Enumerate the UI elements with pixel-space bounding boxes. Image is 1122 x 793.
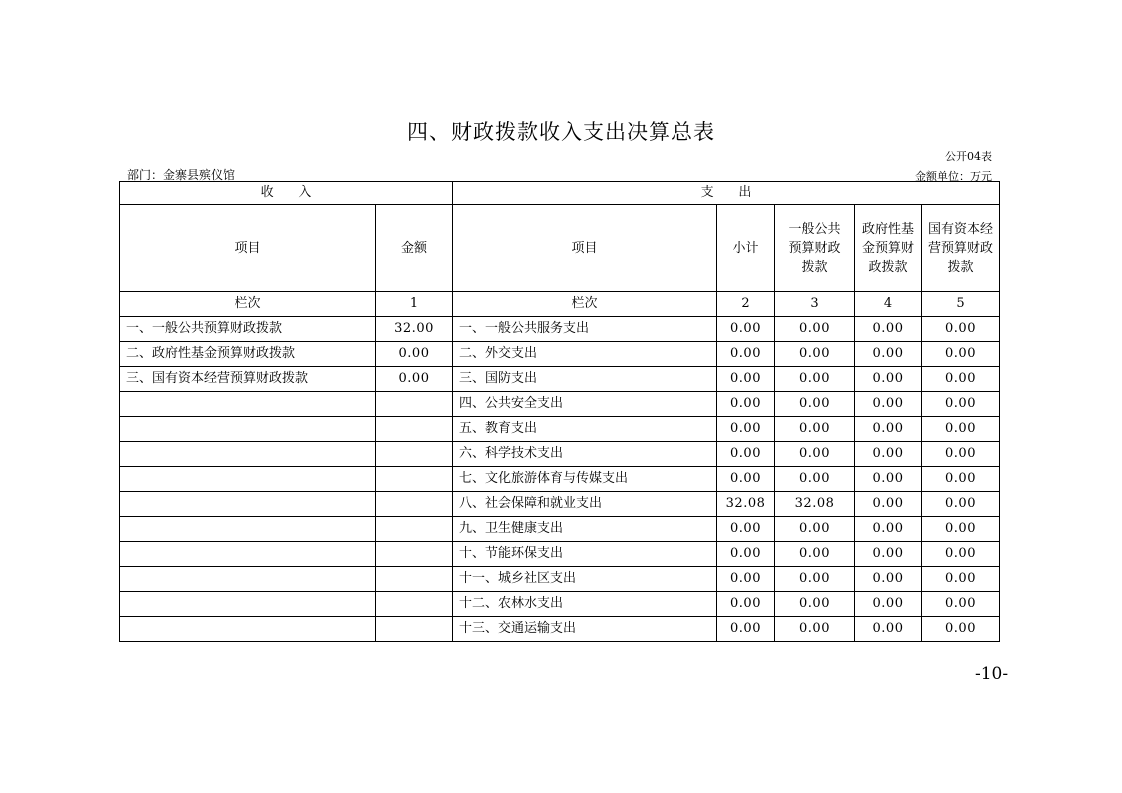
income-amount-cell — [376, 417, 453, 442]
state-capital-cell: 0.00 — [922, 392, 1000, 417]
col-general-budget — [775, 205, 855, 292]
column-number-row — [120, 292, 1000, 317]
unit-label: 金额单位：万元 — [915, 170, 992, 183]
general-budget-cell: 0.00 — [775, 367, 855, 392]
income-amount-cell — [376, 592, 453, 617]
fund-budget-cell: 0.00 — [855, 442, 922, 467]
expense-item-cell: 十、节能环保支出 — [453, 542, 717, 567]
general-budget-cell: 0.00 — [775, 467, 855, 492]
expense-item-cell: 九、卫生健康支出 — [453, 517, 717, 542]
income-amount-cell — [376, 517, 453, 542]
row-label-income: 栏次 — [120, 292, 376, 317]
table-row — [120, 392, 1000, 417]
general-budget-cell: 0.00 — [775, 342, 855, 367]
income-amount-cell: 0.00 — [376, 367, 453, 392]
col-subtotal: 小计 — [717, 205, 775, 292]
row-label-expense: 栏次 — [453, 292, 717, 317]
subtotal-cell: 0.00 — [717, 342, 775, 367]
department-label: 部门：金寨县殡仪馆 — [127, 168, 236, 182]
income-item-cell — [120, 617, 376, 642]
general-budget-cell: 32.08 — [775, 492, 855, 517]
subtotal-cell: 0.00 — [717, 592, 775, 617]
state-capital-cell: 0.00 — [922, 567, 1000, 592]
general-budget-cell: 0.00 — [775, 592, 855, 617]
table-row — [120, 492, 1000, 517]
income-amount-cell — [376, 467, 453, 492]
fund-budget-cell: 0.00 — [855, 492, 922, 517]
subtotal-cell: 0.00 — [717, 517, 775, 542]
income-item-cell — [120, 567, 376, 592]
col-fund-budget — [855, 205, 922, 292]
subtotal-cell: 0.00 — [717, 317, 775, 342]
general-budget-cell: 0.00 — [775, 617, 855, 642]
state-capital-cell: 0.00 — [922, 617, 1000, 642]
col-income-item: 项目 — [120, 205, 376, 292]
fund-budget-cell: 0.00 — [855, 542, 922, 567]
table-row — [120, 617, 1000, 642]
state-capital-cell: 0.00 — [922, 542, 1000, 567]
fund-budget-cell: 0.00 — [855, 317, 922, 342]
expense-item-cell: 二、外交支出 — [453, 342, 717, 367]
state-capital-cell: 0.00 — [922, 592, 1000, 617]
income-item-cell: 二、政府性基金预算财政拨款 — [120, 342, 376, 367]
col-fund-budget-label: 政府性基金预算财政拨款 — [862, 221, 915, 275]
income-item-cell — [120, 442, 376, 467]
income-amount-cell: 0.00 — [376, 342, 453, 367]
budget-summary-table — [119, 181, 1000, 642]
state-capital-cell: 0.00 — [922, 417, 1000, 442]
expense-item-cell: 八、社会保障和就业支出 — [453, 492, 717, 517]
income-item-cell — [120, 492, 376, 517]
col-state-capital-label: 国有资本经营预算财政拨款 — [928, 221, 994, 275]
state-capital-cell: 0.00 — [922, 517, 1000, 542]
subtotal-cell: 0.00 — [717, 467, 775, 492]
col-amount: 金额 — [376, 205, 453, 292]
table-row — [120, 517, 1000, 542]
general-budget-cell: 0.00 — [775, 442, 855, 467]
income-amount-cell: 32.00 — [376, 317, 453, 342]
table-row — [120, 542, 1000, 567]
income-item-cell: 一、一般公共预算财政拨款 — [120, 317, 376, 342]
table-row — [120, 367, 1000, 392]
general-budget-cell: 0.00 — [775, 417, 855, 442]
col-number-1: 1 — [376, 292, 453, 317]
col-expense-item: 项目 — [453, 205, 717, 292]
income-item-cell — [120, 417, 376, 442]
subtotal-cell: 0.00 — [717, 567, 775, 592]
fund-budget-cell: 0.00 — [855, 417, 922, 442]
form-number: 公开04表 — [945, 150, 992, 163]
expense-section-header: 支 出 — [453, 182, 1000, 205]
state-capital-cell: 0.00 — [922, 467, 1000, 492]
income-amount-cell — [376, 617, 453, 642]
col-number-3: 3 — [775, 292, 855, 317]
subtotal-cell: 0.00 — [717, 442, 775, 467]
state-capital-cell: 0.00 — [922, 367, 1000, 392]
col-general-budget-label: 一般公共预算财政拨款 — [788, 221, 841, 275]
table-row — [120, 592, 1000, 617]
state-capital-cell: 0.00 — [922, 442, 1000, 467]
state-capital-cell: 0.00 — [922, 492, 1000, 517]
income-amount-cell — [376, 542, 453, 567]
page-title: 四、财政拨款收入支出决算总表 — [407, 120, 715, 144]
table-row — [120, 317, 1000, 342]
fund-budget-cell: 0.00 — [855, 392, 922, 417]
state-capital-cell: 0.00 — [922, 317, 1000, 342]
income-amount-cell — [376, 567, 453, 592]
subtotal-cell: 32.08 — [717, 492, 775, 517]
expense-item-cell: 十一、城乡社区支出 — [453, 567, 717, 592]
income-amount-cell — [376, 392, 453, 417]
expense-item-cell: 四、公共安全支出 — [453, 392, 717, 417]
section-header-row — [120, 182, 1000, 205]
fund-budget-cell: 0.00 — [855, 367, 922, 392]
expense-item-cell: 十二、农林水支出 — [453, 592, 717, 617]
table-row — [120, 567, 1000, 592]
col-state-capital — [922, 205, 1000, 292]
col-number-4: 4 — [855, 292, 922, 317]
income-item-cell: 三、国有资本经营预算财政拨款 — [120, 367, 376, 392]
fund-budget-cell: 0.00 — [855, 567, 922, 592]
subtotal-cell: 0.00 — [717, 617, 775, 642]
expense-item-cell: 三、国防支出 — [453, 367, 717, 392]
expense-item-cell: 十三、交通运输支出 — [453, 617, 717, 642]
fund-budget-cell: 0.00 — [855, 342, 922, 367]
income-item-cell — [120, 542, 376, 567]
fund-budget-cell: 0.00 — [855, 617, 922, 642]
fund-budget-cell: 0.00 — [855, 467, 922, 492]
income-amount-cell — [376, 492, 453, 517]
subtotal-cell: 0.00 — [717, 392, 775, 417]
state-capital-cell: 0.00 — [922, 342, 1000, 367]
table-row — [120, 342, 1000, 367]
general-budget-cell: 0.00 — [775, 392, 855, 417]
income-section-header: 收 入 — [120, 182, 453, 205]
general-budget-cell: 0.00 — [775, 542, 855, 567]
expense-item-cell: 五、教育支出 — [453, 417, 717, 442]
page-number: -10- — [975, 664, 1009, 684]
income-item-cell — [120, 392, 376, 417]
expense-item-cell: 六、科学技术支出 — [453, 442, 717, 467]
expense-item-cell: 一、一般公共服务支出 — [453, 317, 717, 342]
subtotal-cell: 0.00 — [717, 417, 775, 442]
expense-item-cell: 七、文化旅游体育与传媒支出 — [453, 467, 717, 492]
table-row — [120, 467, 1000, 492]
general-budget-cell: 0.00 — [775, 517, 855, 542]
subtotal-cell: 0.00 — [717, 542, 775, 567]
fund-budget-cell: 0.00 — [855, 592, 922, 617]
table-row — [120, 442, 1000, 467]
col-number-2: 2 — [717, 292, 775, 317]
general-budget-cell: 0.00 — [775, 567, 855, 592]
table-row — [120, 417, 1000, 442]
income-item-cell — [120, 592, 376, 617]
fund-budget-cell: 0.00 — [855, 517, 922, 542]
col-number-5: 5 — [922, 292, 1000, 317]
subtotal-cell: 0.00 — [717, 367, 775, 392]
income-item-cell — [120, 517, 376, 542]
column-header-row — [120, 205, 1000, 292]
income-item-cell — [120, 467, 376, 492]
general-budget-cell: 0.00 — [775, 317, 855, 342]
income-amount-cell — [376, 442, 453, 467]
